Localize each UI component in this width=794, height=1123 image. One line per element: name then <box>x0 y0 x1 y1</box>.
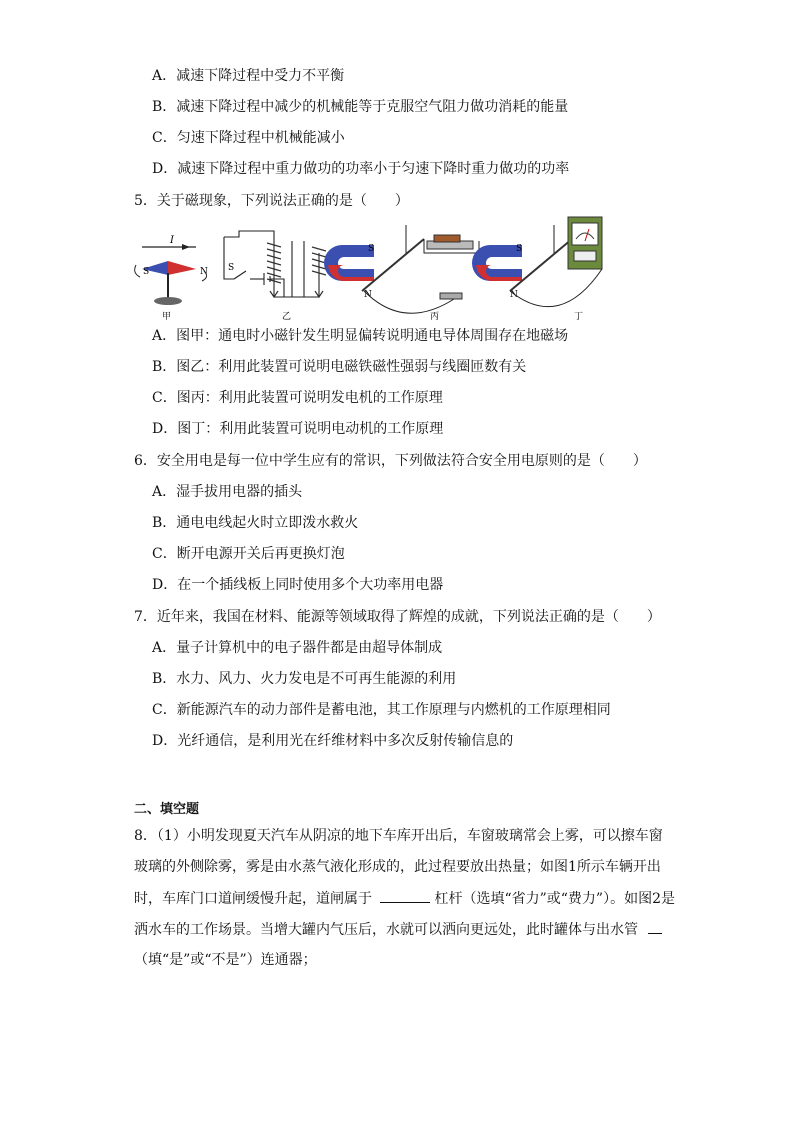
svg-text:S: S <box>228 263 235 273</box>
q8-line-5: （填“是”或“不是”）连通器； <box>134 952 317 968</box>
q6-option-a: A．湿手拔用电器的插头 <box>152 484 303 500</box>
q5-figure <box>124 213 624 323</box>
answer-blank-lever[interactable] <box>380 888 430 903</box>
svg-text:S: S <box>143 267 150 277</box>
q7-option-c: C．新能源汽车的动力部件是蓄电池，其工作原理与内燃机的工作原理相同 <box>152 702 611 718</box>
figure-ding <box>472 217 602 322</box>
svg-text:N: N <box>510 290 518 300</box>
caption-yi: 乙 <box>282 312 292 322</box>
current-label: I <box>170 235 174 246</box>
q5-option-a: A．图甲：通电时小磁针发生明显偏转说明通电导体周围存在地磁场 <box>152 328 569 344</box>
svg-text:N: N <box>364 290 372 300</box>
q6-stem: 6．安全用电是每一位中学生应有的常识，下列做法符合安全用电原则的是（ ） <box>134 453 647 469</box>
caption-ding: 丁 <box>574 312 584 322</box>
q8-line-3: 时，车库门口道闸缓慢升起，道闸属于 杠杆（选填“省力”或“费力”）。如图2是 <box>134 888 675 909</box>
q6-option-d: D．在一个插线板上同时使用多个大功率用电器 <box>152 577 444 593</box>
section-heading-fill-in: 二、填空题 <box>134 802 200 817</box>
svg-text:S: S <box>368 244 375 254</box>
q8-line-1: 8．（1）小明发现夏天汽车从阴凉的地下车库开出后，车窗玻璃常会上雾，可以擦车窗 <box>134 828 663 844</box>
figure-bing <box>324 225 479 322</box>
q5-option-b: B．图乙：利用此装置可说明电磁铁磁性强弱与线圈匝数有关 <box>152 359 527 375</box>
q8-line-4: 洒水车的工作场景。当增大罐内气压后，水就可以洒向更远处，此时罐体与出水管 <box>134 919 662 940</box>
q7-option-d: D．光纤通信，是利用光在纤维材料中多次反射传输信息的 <box>152 733 514 749</box>
q7-option-b: B．水力、风力、火力发电是不可再生能源的利用 <box>152 671 457 687</box>
figure-yi <box>224 231 319 297</box>
q7-stem: 7．近年来，我国在材料、能源等领域取得了辉煌的成就，下列说法正确的是（ ） <box>134 609 661 625</box>
q4-option-b: B．减速下降过程中减少的机械能等于克服空气阻力做功消耗的能量 <box>152 99 569 115</box>
figure-jia <box>135 235 208 322</box>
q6-option-b: B．通电电线起火时立即泼水救火 <box>152 515 359 531</box>
coils <box>267 243 326 297</box>
q5-option-d: D．图丁：利用此装置可说明电动机的工作原理 <box>152 421 444 437</box>
svg-text:N: N <box>200 267 208 277</box>
caption-jia: 甲 <box>162 312 172 322</box>
q8-line-2: 玻璃的外侧除雾，雾是由水蒸气液化形成的，此过程要放出热量；如图1所示车辆开出 <box>134 859 661 875</box>
q4-option-a: A．减速下降过程中受力不平衡 <box>152 68 345 84</box>
q4-option-c: C．匀速下降过程中机械能减小 <box>152 130 345 146</box>
q7-option-a: A．量子计算机中的电子器件都是由超导体制成 <box>152 640 443 656</box>
q4-option-d: D．减速下降过程中重力做功的功率小于匀速下降时重力做功的功率 <box>152 161 570 177</box>
answer-blank-connector[interactable] <box>648 919 662 934</box>
q5-option-c: C．图丙：利用此装置可说明发电机的工作原理 <box>152 390 443 406</box>
q5-stem: 5．关于磁现象，下列说法正确的是（ ） <box>134 193 409 209</box>
svg-text:S: S <box>516 244 523 254</box>
q6-option-c: C．断开电源开关后再更换灯泡 <box>152 546 345 562</box>
caption-bing: 丙 <box>430 312 440 322</box>
